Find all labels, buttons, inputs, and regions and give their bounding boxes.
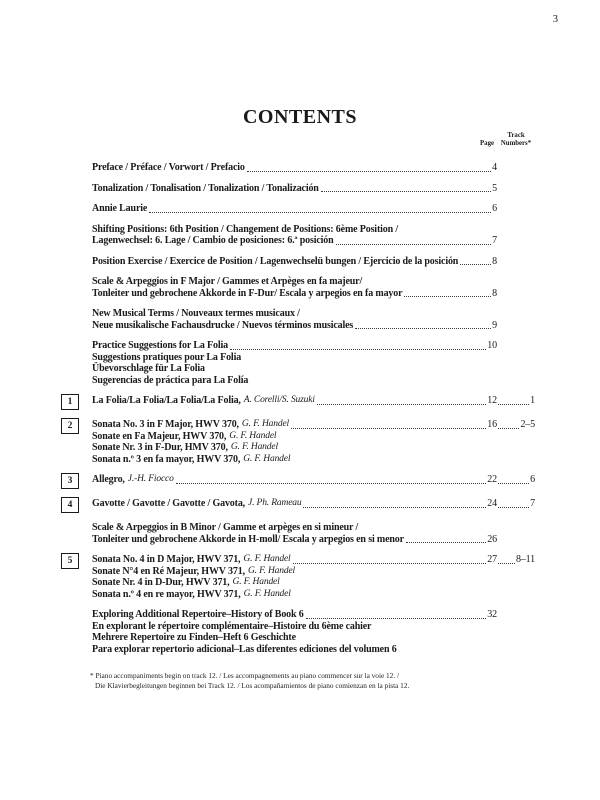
footnote-line1: * Piano accompaniments begin on track 12. / Les accompagnements au piano commencer sur la voie 12. / (90, 671, 400, 681)
entry-page-number: 8 (492, 287, 497, 299)
entry-title: Sonata n.º 4 en re mayor, HWV 371, (92, 588, 241, 600)
entry-title: Scale & Arpeggios in F Major / Gammes et Arpèges en fa majeur/ (92, 276, 363, 288)
entry-title: Shifting Positions: 6th Position / Changement de Positions: 6ème Position / (92, 223, 398, 235)
entry-track-cell (497, 395, 535, 407)
entry-title: New Musical Terms / Nouveaux termes musicaux / (92, 308, 300, 320)
dot-leader (498, 428, 519, 429)
toc-entry-line (92, 498, 535, 510)
toc-entry-line (92, 431, 535, 443)
entry-page-number: 12 (487, 395, 497, 407)
entry-gutter (61, 308, 92, 331)
track-column-label (494, 132, 538, 147)
entry-title: Preface / Préface / Vorwort / Prefacio (92, 162, 245, 174)
page-column-label: Page (480, 139, 494, 147)
entry-title: Gavotte / Gavotte / Gavotte / Gavota, (92, 498, 246, 510)
entry-title: La Folia/La Folia/La Folia/La Folia, (92, 395, 241, 407)
entry-title: Tonleiter und gebrochene Akkorde in F-Dur/ Escala y arpegios en fa mayor (92, 287, 403, 299)
toc-entry-line (92, 375, 535, 387)
toc-entry-line (92, 419, 535, 431)
entry-gutter (61, 522, 92, 545)
entry-author: J. Ph. Rameau (248, 498, 302, 509)
entry-track-cell (497, 419, 535, 431)
entry-gutter (61, 609, 92, 655)
dot-leader (291, 428, 486, 429)
dot-leader (460, 264, 491, 265)
entry-page-number: 5 (492, 182, 497, 194)
entry-title: Allegro, (92, 474, 125, 486)
entry-page-number: 9 (492, 319, 497, 331)
dot-leader (303, 507, 486, 508)
entry-lines (92, 276, 535, 299)
entry-author: G. F. Handel (243, 588, 291, 599)
entry-track-cell (497, 498, 535, 510)
toc-entry (61, 609, 535, 655)
toc-entry (61, 474, 535, 489)
track-column-label-line2: Numbers* (500, 139, 532, 147)
dot-leader (149, 212, 491, 213)
entry-lines (92, 609, 535, 655)
entry-lines (92, 224, 535, 247)
entry-title: Übevorschlage für La Folia (92, 363, 205, 375)
toc-entry-line (92, 454, 535, 466)
toc-entry (61, 203, 535, 215)
entry-number-box: 4 (61, 497, 79, 513)
entry-author: G. F. Handel (232, 577, 280, 588)
dot-leader (498, 563, 515, 564)
entry-gutter (61, 554, 92, 600)
toc-entry (61, 522, 535, 545)
entry-title: Scale & Arpeggios in B Minor / Gamme et arpèges en si mineur / (92, 522, 359, 534)
toc-entry (61, 224, 535, 247)
entry-title: Neue musikalische Fachausdrucke / Nuevos términos musicales (92, 319, 354, 331)
entry-author: G. F. Handel (243, 554, 291, 565)
entry-track-cell (497, 554, 535, 566)
track-column-label-line1: Track (507, 132, 525, 139)
entry-lines (92, 498, 535, 513)
entry-gutter (61, 256, 92, 268)
footnote (90, 671, 535, 690)
dot-leader (247, 171, 491, 172)
dot-leader (498, 483, 529, 484)
toc-entry (61, 308, 535, 331)
entry-title: Sonate Nr. 3 in F-Dur, HMV 370, (92, 442, 228, 454)
toc-entry (61, 498, 535, 513)
entry-title: Tonalization / Tonalisation / Tonalization / Tonalización (92, 182, 319, 194)
entry-title: Sonata No. 4 in D Major, HWV 371, (92, 554, 241, 566)
toc-entry-line (92, 162, 535, 174)
entry-page-number: 8 (492, 255, 497, 267)
entry-page-number: 6 (492, 203, 497, 215)
toc-entry (61, 554, 535, 600)
entry-title: Sonate Nr. 4 in D-Dur, HWV 371, (92, 577, 230, 589)
entry-lines (92, 256, 535, 268)
toc-entry-line (92, 644, 535, 656)
entry-page-number: 16 (487, 419, 497, 431)
entry-gutter (61, 203, 92, 215)
page-corner-number: 3 (552, 14, 558, 25)
entry-gutter (61, 340, 92, 386)
dot-leader (317, 404, 486, 405)
entry-gutter (61, 162, 92, 174)
entry-title: En explorant le répertoire complémentaire–Histoire du 6ème cahier (92, 620, 372, 632)
toc-entry-line (92, 183, 535, 195)
toc-entry-line (92, 363, 535, 375)
entry-lines (92, 395, 535, 410)
toc-entry-line (92, 235, 535, 247)
entry-author: G. F. Handel (230, 442, 278, 453)
toc-entry-line (92, 534, 535, 546)
entry-track-number: 7 (530, 498, 535, 510)
dot-leader (176, 483, 487, 484)
toc-entry (61, 183, 535, 195)
toc-entry-line (92, 474, 535, 486)
toc-entry-line (92, 256, 535, 268)
entry-title: Sugerencias de práctica para La Folía (92, 374, 249, 386)
toc-entry-line (92, 442, 535, 454)
entry-title: Annie Laurie (92, 203, 148, 215)
entry-title: Practice Suggestions for La Folia (92, 340, 228, 352)
entry-page-number: 7 (492, 235, 497, 247)
toc-entry-line (92, 609, 535, 621)
toc-entry-line (92, 395, 535, 407)
entry-track-number: 8–11 (515, 554, 535, 566)
toc-entry-line (92, 276, 535, 288)
page-title: CONTENTS (242, 106, 358, 128)
toc-entry (61, 276, 535, 299)
footnote-line2: Die Klavierbegleitungen beginnen bei Track 12. / Los acompañamientos de piano comienzan en la pista 12. (95, 680, 410, 690)
column-headers (0, 129, 600, 147)
entry-author: A. Corelli/S. Suzuki (243, 395, 315, 406)
entry-page-number: 26 (487, 533, 497, 545)
dot-leader (404, 296, 491, 297)
entry-page-number: 27 (487, 554, 497, 566)
toc-entry (61, 256, 535, 268)
toc-entry-line (92, 203, 535, 215)
entry-number-box: 2 (61, 418, 79, 434)
dot-leader (306, 618, 487, 619)
dot-leader (355, 328, 491, 329)
entry-title: Sonata No. 3 in F Major, HWV 370, (92, 419, 239, 431)
entry-track-number: 2–5 (520, 419, 535, 431)
entry-title: Sonate N°4 en Ré Majeur, HWV 371, (92, 565, 245, 577)
entry-page-number: 32 (487, 609, 497, 621)
toc-entry-line (92, 352, 535, 364)
entry-gutter (61, 395, 92, 410)
entry-page-number: 4 (492, 162, 497, 174)
dot-leader (321, 191, 491, 192)
entry-page-number: 22 (487, 474, 497, 486)
toc-entry-line (92, 288, 535, 300)
entry-lines (92, 554, 535, 600)
entry-gutter (61, 474, 92, 489)
toc-entry (61, 162, 535, 174)
entry-lines (92, 419, 535, 465)
toc-entry-line (92, 320, 535, 332)
entry-lines (92, 308, 535, 331)
entry-track-number: 1 (530, 395, 535, 407)
entry-author: G. F. Handel (243, 453, 291, 464)
dot-leader (498, 404, 529, 405)
entry-title: Lagenwechsel: 6. Lage / Cambio de posiciones: 6.ª posición (92, 235, 334, 247)
entry-author: G. F. Handel (241, 419, 290, 430)
dot-leader (230, 349, 486, 350)
entry-author: G. F. Handel (247, 565, 296, 576)
entry-page-number: 24 (487, 498, 497, 510)
entry-lines (92, 340, 535, 386)
toc-entry-line (92, 577, 535, 589)
entry-lines (92, 162, 535, 174)
toc-entry-line (92, 340, 535, 352)
toc-entry-line (92, 589, 535, 601)
entry-title: Sonata n.º 3 en fa mayor, HWV 370, (92, 453, 241, 465)
entry-title: Suggestions pratiques pour La Folia (92, 351, 242, 363)
dot-leader (336, 244, 492, 245)
entry-title: Mehrere Repertoire zu Finden–Heft 6 Geschichte (92, 632, 296, 644)
entry-number-box: 3 (61, 473, 79, 489)
entry-lines (92, 522, 535, 545)
entry-title: Exploring Additional Repertoire–History of Book 6 (92, 609, 304, 621)
dot-leader (293, 563, 487, 564)
toc-entry-line (92, 566, 535, 578)
toc-entry (61, 340, 535, 386)
entry-gutter (61, 419, 92, 465)
toc-entry (61, 395, 535, 410)
entry-lines (92, 183, 535, 195)
toc-entry-line (92, 632, 535, 644)
entry-number-box: 5 (61, 553, 79, 569)
entry-track-cell (497, 474, 535, 486)
entry-gutter (61, 498, 92, 513)
entry-title: Tonleiter und gebrochene Akkorde in H-moll/ Escala y arpegios en si menor (92, 533, 404, 545)
entry-gutter (61, 224, 92, 247)
toc-entry-line (92, 554, 535, 566)
entry-lines (92, 474, 535, 489)
toc-entry (61, 419, 535, 465)
dot-leader (498, 507, 529, 508)
entry-title: Position Exercise / Exercice de Position / Lagenwechselü bungen / Ejercicio de la posición (92, 255, 459, 267)
entry-title: Para explorar repertorio adicional–Las diferentes ediciones del volumen 6 (92, 643, 397, 655)
toc-entry-line (92, 308, 535, 320)
entry-page-number: 10 (487, 340, 497, 352)
entry-lines (92, 203, 535, 215)
entry-title: Sonate en Fa Majeur, HWV 370, (92, 430, 227, 442)
entry-author: G. F. Handel (229, 430, 277, 441)
toc-entry-line (92, 224, 535, 236)
entry-gutter (61, 276, 92, 299)
dot-leader (406, 542, 486, 543)
entry-number-box: 1 (61, 394, 79, 410)
entry-track-number: 6 (530, 474, 535, 486)
toc-entry-line (92, 522, 535, 534)
entry-author: J.-H. Fiocco (127, 474, 174, 485)
toc-entry-line (92, 621, 535, 633)
toc-entries (0, 147, 600, 655)
entry-gutter (61, 183, 92, 195)
